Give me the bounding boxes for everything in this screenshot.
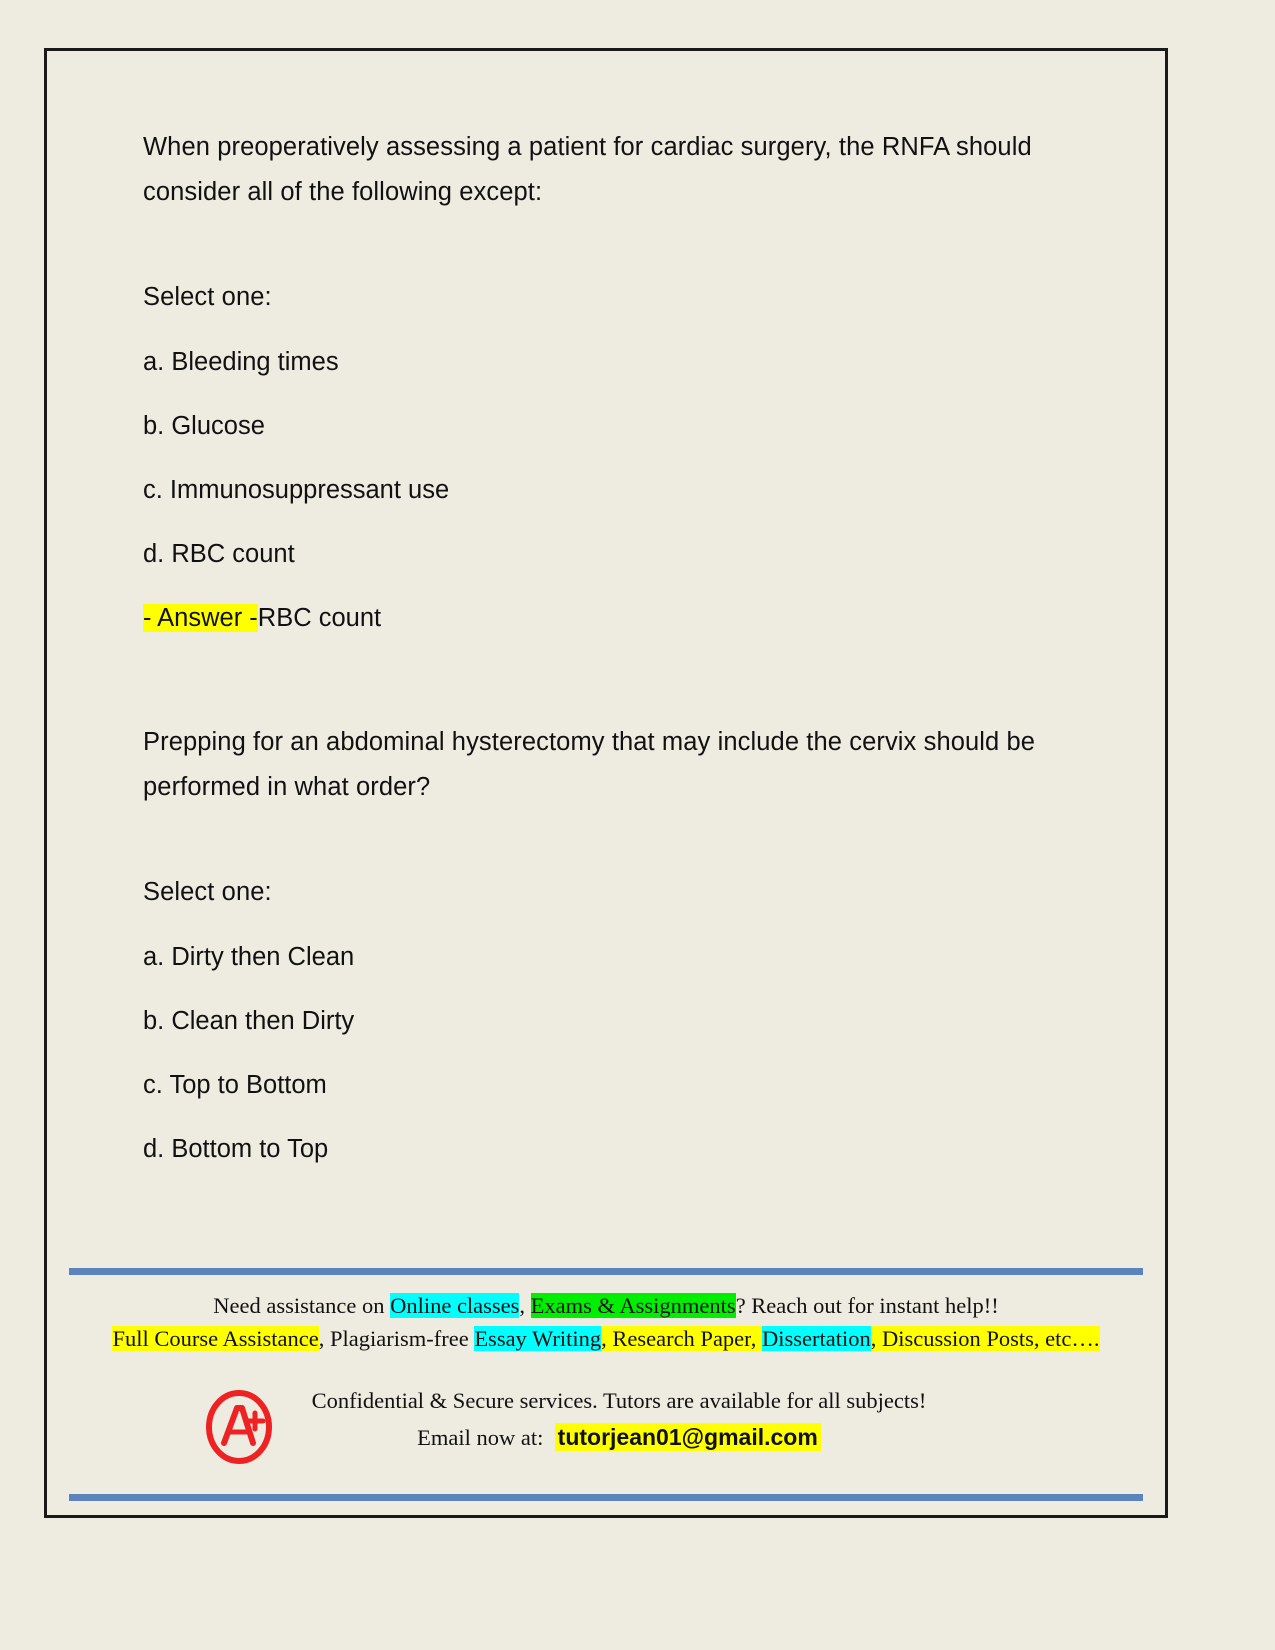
promo-full-course-assistance: Full Course Assistance — [112, 1326, 319, 1351]
document-page — [44, 48, 1168, 1518]
email-label: Email now at: — [417, 1425, 544, 1450]
promo-exams-assignments: Exams & Assignments — [530, 1293, 736, 1318]
answer-marker: - Answer - — [143, 604, 258, 632]
promo-seg-text: , — [519, 1293, 531, 1318]
spacer — [143, 810, 1125, 870]
question-1-option-c[interactable]: c. Immunosuppressant use — [143, 476, 450, 504]
promo-seg-text: , — [601, 1326, 613, 1351]
confidential-text: Confidential & Secure services. Tutors are available for all subjects! — [311, 1388, 927, 1413]
question-2-prompt: Prepping for an abdominal hysterectomy that may include the cervix should be performed in what order? — [143, 728, 1036, 801]
question-1-select-label: Select one: — [143, 283, 272, 311]
footer — [69, 1268, 1143, 1501]
question-1-answer — [143, 596, 1125, 660]
footer-divider-bottom — [69, 1494, 1143, 1501]
a-plus-grade-icon — [204, 1389, 274, 1465]
question-2-option-d[interactable]: d. Bottom to Top — [143, 1135, 329, 1163]
footer-divider-top — [69, 1268, 1143, 1275]
spacer — [143, 660, 1125, 720]
promo-online-classes: Online classes — [390, 1293, 520, 1318]
question-1-option-a[interactable]: a. Bleeding times — [143, 348, 339, 376]
promo-dissertation: Dissertation — [762, 1326, 871, 1351]
promo-seg-text: , — [750, 1326, 763, 1351]
promo-seg-text: , — [870, 1326, 882, 1351]
question-2-option-c[interactable]: c. Top to Bottom — [143, 1071, 327, 1099]
question-2-option-b[interactable]: b. Clean then Dirty — [143, 1007, 355, 1035]
promo-seg-text: ? Reach out for instant help!! — [735, 1293, 999, 1318]
spacer — [143, 320, 1125, 340]
answer-value: RBC count — [257, 604, 382, 632]
promo-line-1 — [69, 1289, 1143, 1322]
question-1-prompt: When preoperatively assessing a patient for cardiac surgery, the RNFA should consider all of the following except: — [143, 133, 1032, 206]
promo-seg-text: Need assistance on — [213, 1293, 391, 1318]
spacer — [143, 215, 1125, 275]
question-1-option-b[interactable]: b. Glucose — [143, 412, 265, 440]
email-address[interactable]: tutorjean01@gmail.com — [555, 1423, 821, 1451]
promo-discussion-posts: Discussion Posts, etc…. — [882, 1326, 1100, 1351]
question-2-option-a[interactable]: a. Dirty then Clean — [143, 943, 355, 971]
promo-research-paper: Research Paper — [612, 1326, 751, 1351]
question-1-option-d[interactable]: d. RBC count — [143, 540, 295, 568]
promo-seg-text: , Plagiarism-free — [318, 1326, 475, 1351]
question-content — [143, 125, 1125, 1191]
contact-block — [69, 1383, 1143, 1488]
question-2-select-label: Select one: — [143, 878, 272, 906]
promo-essay-writing: Essay Writing — [474, 1326, 602, 1351]
spacer — [143, 915, 1125, 935]
promo-line-2 — [69, 1322, 1143, 1355]
